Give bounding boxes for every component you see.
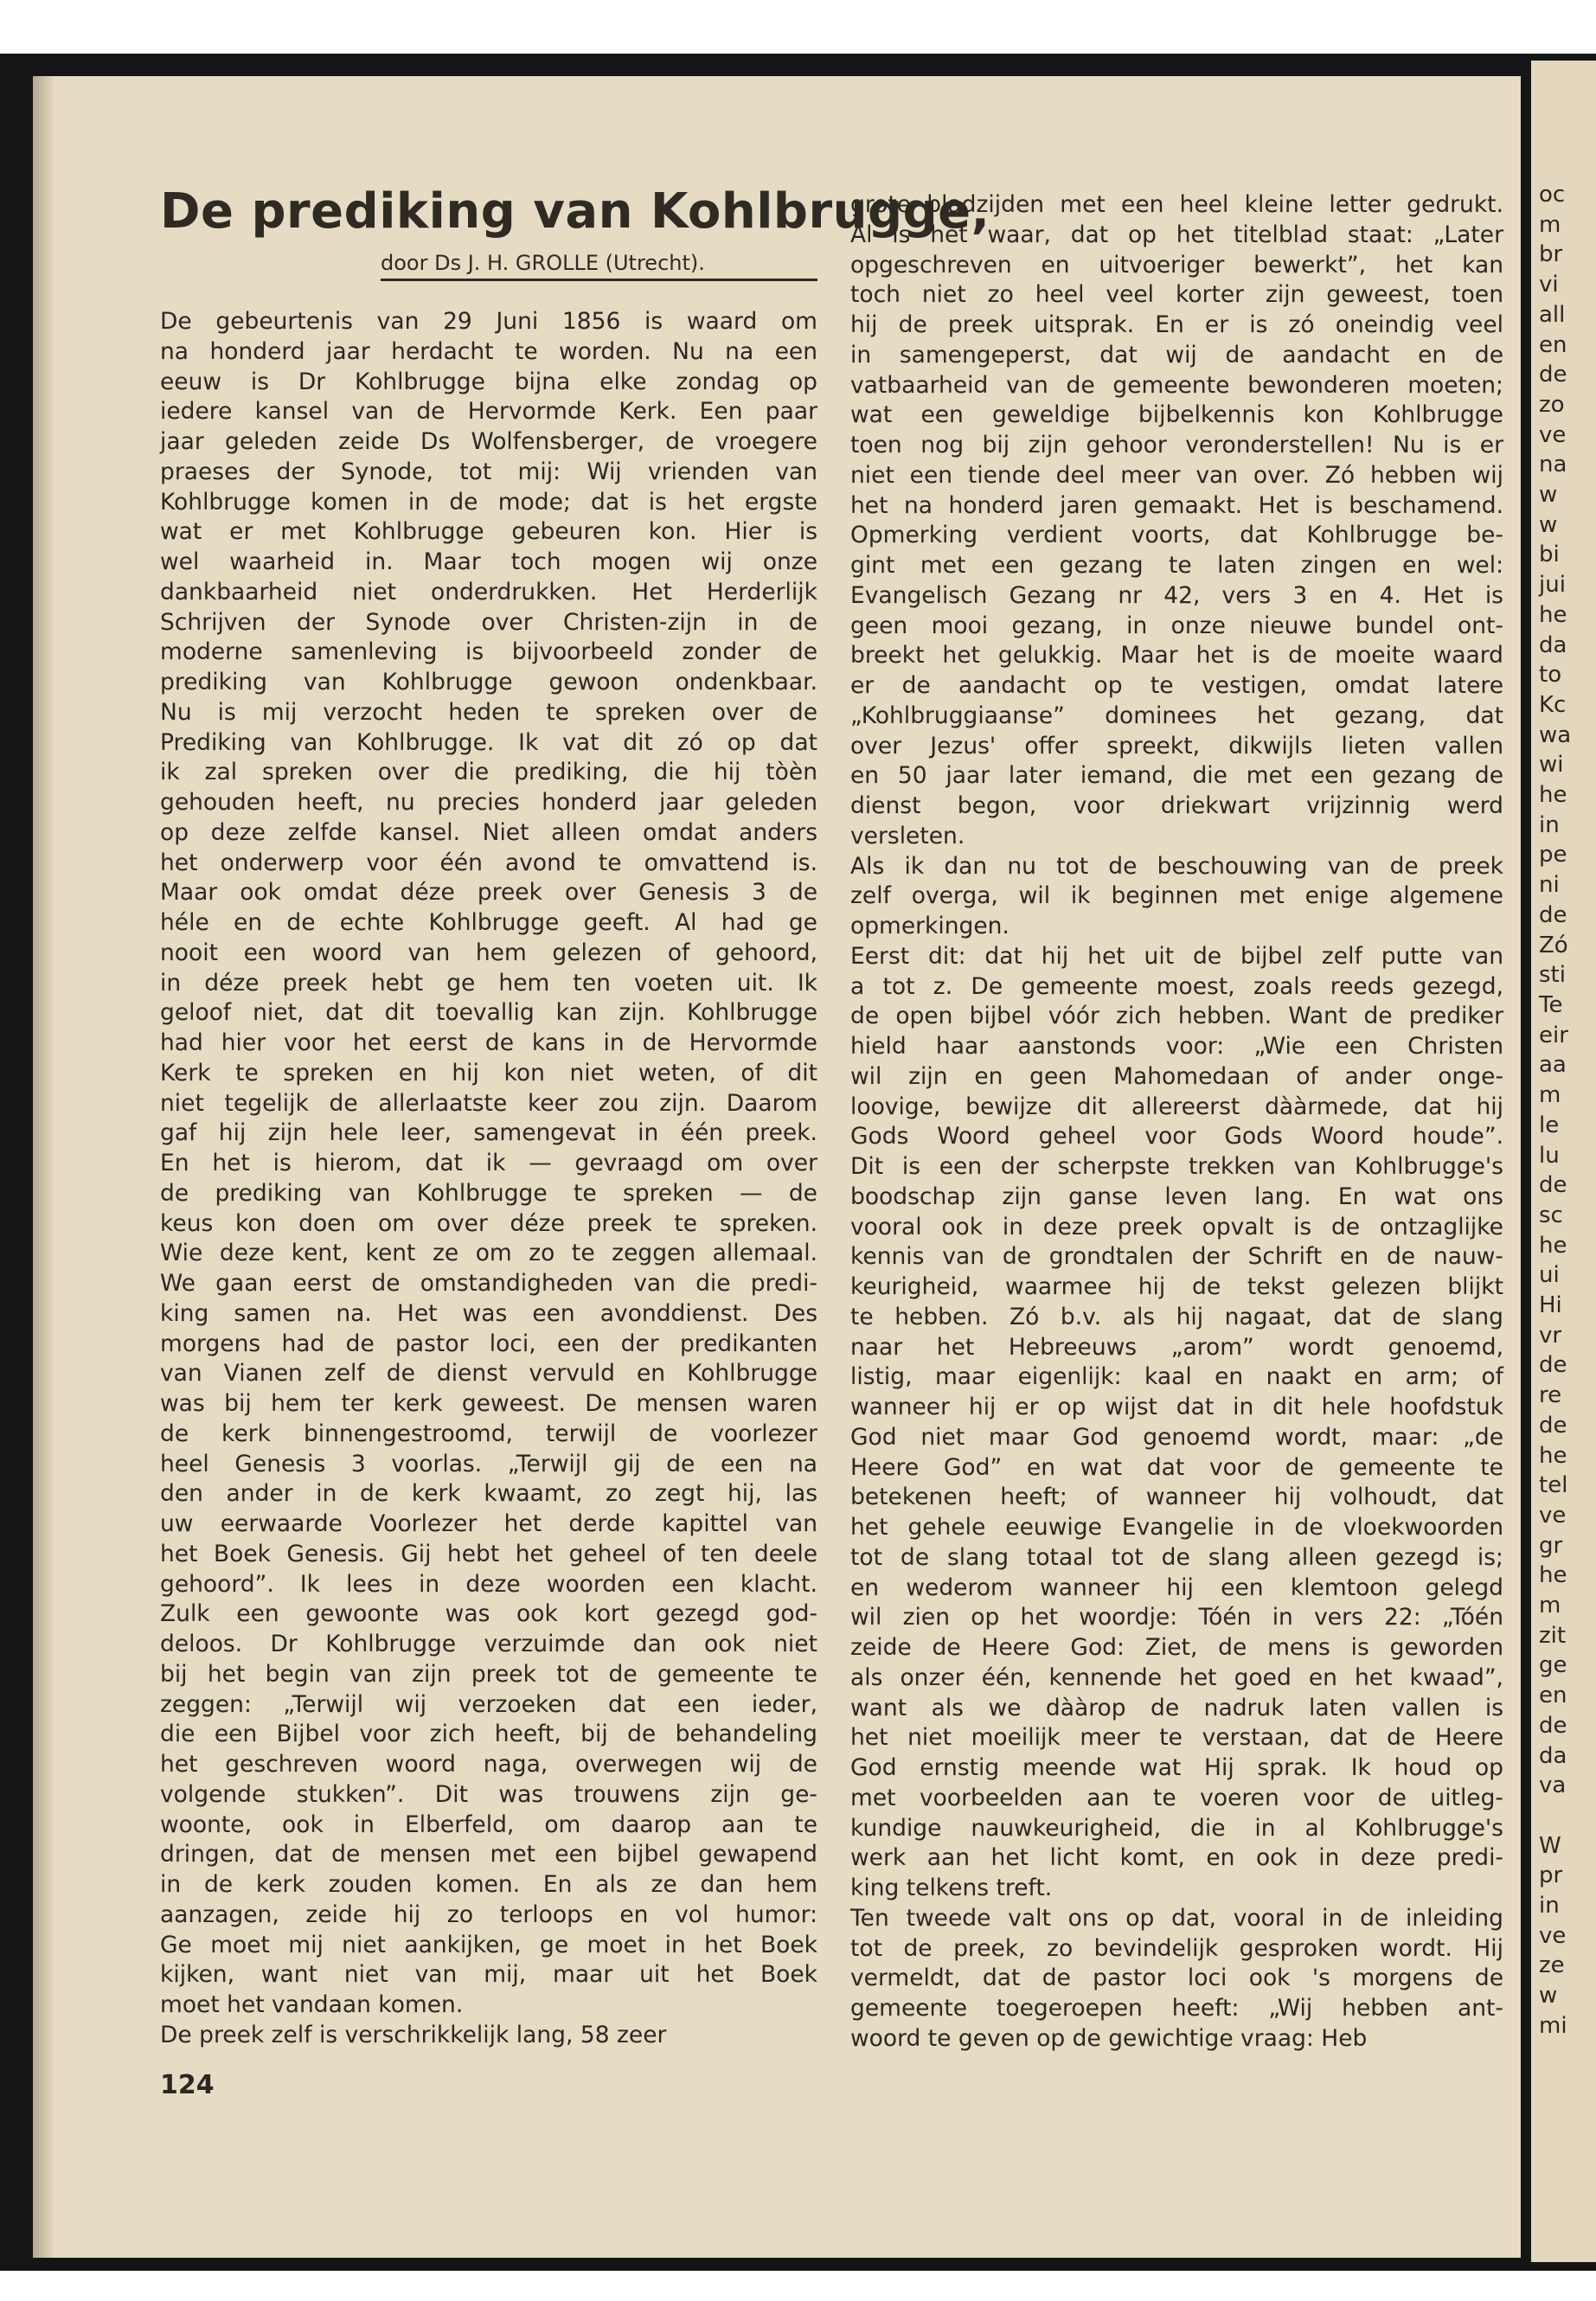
adjacent-page-fragment: ui (1539, 1262, 1560, 1289)
text-line: God ernstig meende wat Hij sprak. Ik houd op (850, 1754, 1503, 1781)
text-line: keurigheid, waarmee hij de tekst gelezen blijkt (850, 1273, 1503, 1300)
text-line: grote bladzijden met een heel kleine letter gedrukt. (850, 191, 1503, 218)
text-line: deloos. Dr Kohlbrugge verzuimde dan ook niet (160, 1631, 817, 1657)
text-line: het onderwerp voor één avond te omvattend is. (160, 849, 817, 876)
text-line: wil zien op het woordje: Tóén in vers 22: „Tóén (850, 1604, 1503, 1631)
text-line: Al is het waar, dat op het titelblad staat: „Later (850, 221, 1503, 248)
text-line: van Vianen zelf de dienst vervuld en Kohlbrugge (160, 1360, 817, 1388)
article-title: De prediking van Kohlbrugge, (160, 183, 990, 240)
text-line: over Jezus' offer spreekt, dikwijls lieten vallen (850, 732, 1503, 760)
text-line: uw eerwaarde Voorlezer het derde kapittel van (160, 1510, 817, 1537)
text-line: De gebeurtenis van 29 Juni 1856 is waard om (160, 308, 817, 335)
adjacent-page-fragment: ve (1539, 421, 1567, 448)
adjacent-page-fragment: vr (1539, 1322, 1562, 1349)
right-column (850, 190, 1503, 2054)
adjacent-page-fragment: tel (1539, 1472, 1568, 1499)
adjacent-page-fragment: in (1539, 1893, 1560, 1920)
text-line: het gehele eeuwige Evangelie in de vloekwoorden (850, 1514, 1503, 1541)
text-line: met voorbeelden aan te voeren voor de uitleg- (850, 1784, 1503, 1811)
text-line: kennis van de grondtalen der Schrift en de nauw- (850, 1243, 1503, 1271)
adjacent-page-fragment: da (1539, 1742, 1567, 1769)
adjacent-page-fragment: bi (1539, 542, 1560, 568)
text-line: dankbaarheid niet onderdrukken. Het Herderlijk (160, 578, 817, 606)
adjacent-page-fragment: de (1539, 901, 1567, 928)
text-line: volgende stukken”. Dit was trouwens zijn ge- (160, 1780, 817, 1808)
adjacent-page-fragment: br (1539, 241, 1563, 268)
text-line: „Kohlbruggiaanse” dominees het gezang, dat (850, 702, 1503, 729)
text-line: gemeente toegeroepen heeft: „Wij hebben ant- (850, 1995, 1503, 2022)
text-line: nooit een woord van hem gelezen of gehoord, (160, 939, 817, 966)
text-line: zelf overga, wil ik beginnen met enige algemene (850, 882, 1503, 910)
adjacent-page-fragment: eir (1539, 1022, 1568, 1048)
text-line: tot de slang totaal tot de slang alleen gezegd is; (850, 1543, 1503, 1571)
text-line: de open bijbel vóór zich hebben. Want de prediker (850, 1003, 1503, 1030)
adjacent-page-fragment: he (1539, 1562, 1567, 1589)
text-line: niet een tiende deel meer van over. Zó hebben wij (850, 461, 1503, 489)
text-line: hield haar aanstonds voor: „Wie een Christen (850, 1033, 1503, 1060)
text-line: Kohlbrugge komen in de mode; dat is het ergste (160, 488, 817, 516)
text-line: Prediking van Kohlbrugge. Ik vat dit zó op dat (160, 728, 817, 756)
text-line: Als ik dan nu tot de beschouwing van de preek (850, 852, 1503, 880)
text-line: Eerst dit: dat hij het uit de bijbel zelf putte van (850, 942, 1503, 970)
text-line: Maar ook omdat déze preek over Genesis 3 de (160, 879, 817, 907)
text-line: prediking van Kohlbrugge gewoon ondenkbaar. (160, 669, 817, 695)
byline-rule (381, 279, 817, 281)
text-line: betekenen heeft; of wanneer hij volhoudt, dat (850, 1484, 1503, 1511)
text-line: God niet maar God genoemd wordt, maar: „de (850, 1423, 1503, 1451)
text-line: héle en de echte Kohlbrugge geeft. Al had ge (160, 909, 817, 936)
text-line: toch niet zo heel veel korter zijn geweest, toen (850, 281, 1503, 309)
adjacent-page-fragment: va (1539, 1772, 1567, 1799)
adjacent-page-fragment: he (1539, 1232, 1567, 1259)
text-line: geloof niet, dat dit toevallig kan zijn. Kohlbrugge (160, 999, 817, 1027)
text-line: het Boek Genesis. Gij hebt het geheel of ten deele (160, 1540, 817, 1567)
text-line: moderne samenleving is bijvoorbeeld zonder de (160, 638, 817, 666)
adjacent-page-fragment: mi (1539, 2012, 1567, 2039)
adjacent-page-fragment: ze (1539, 1952, 1565, 1979)
text-line: zeide de Heere God: Ziet, de mens is geworden (850, 1634, 1503, 1661)
adjacent-page-fragment: gr (1539, 1532, 1563, 1559)
text-line: want als we dààrop de nadruk laten vallen is (850, 1694, 1503, 1721)
text-line: Schrijven der Synode over Christen-zijn in de (160, 608, 817, 636)
text-line: Evangelisch Gezang nr 42, vers 3 en 4. Het is (850, 581, 1503, 609)
text-line: in de kerk zouden komen. En als ze dan hem (160, 1871, 817, 1898)
text-line: het niet moeilijk meer te verstaan, dat de Heere (850, 1724, 1503, 1752)
adjacent-page-fragment: de (1539, 1412, 1567, 1439)
adjacent-page-fragment: all (1539, 301, 1566, 328)
text-line: morgens had de pastor loci, een der predikanten (160, 1330, 817, 1357)
adjacent-page-fragment: jui (1539, 572, 1566, 599)
adjacent-page-fragment: sc (1539, 1202, 1563, 1228)
adjacent-page-fragment: W (1539, 1832, 1561, 1859)
adjacent-page-fragment: sti (1539, 962, 1566, 989)
text-line: boodschap zijn ganse leven lang. En wat ons (850, 1183, 1503, 1210)
text-line: de kerk binnengestroomd, terwijl de voorlezer (160, 1420, 817, 1447)
text-line: was bij hem ter kerk geweest. De mensen waren (160, 1390, 817, 1417)
adjacent-page-fragment: re (1539, 1382, 1562, 1409)
text-line: dienst begon, voor driekwart vrijzinnig werd (850, 792, 1503, 819)
text-line: in samengeperst, dat wij de aandacht en de (850, 341, 1503, 369)
adjacent-page-fragment: de (1539, 1352, 1567, 1379)
text-line: keus kon doen om over déze preek te spreken. (160, 1209, 817, 1237)
page-gutter-shadow (33, 76, 55, 2258)
text-line: na honderd jaar herdacht te worden. Nu na een (160, 337, 817, 365)
adjacent-page-fragment: de (1539, 1172, 1567, 1199)
adjacent-page-fragment: na (1539, 452, 1567, 478)
text-line: op deze zelfde kansel. Niet alleen omdat anders (160, 818, 817, 846)
adjacent-page-fragment: m (1539, 211, 1561, 238)
text-line: naar het Hebreeuws „arom” wordt genoemd, (850, 1333, 1503, 1361)
text-line: gint met een gezang te laten zingen en wel: (850, 552, 1503, 579)
adjacent-page-fragment: le (1539, 1112, 1560, 1138)
adjacent-page-fragment: Te (1539, 991, 1563, 1018)
text-line: de prediking van Kohlbrugge te spreken — de (160, 1179, 817, 1207)
text-line: in déze preek hebt ge hem ten voeten uit. Ik (160, 969, 817, 997)
adjacent-page-fragment: m (1539, 1593, 1561, 1619)
text-line: en 50 jaar later iemand, die met een gezang de (850, 762, 1503, 790)
text-line: dringen, dat de mensen met een bijbel gewapend (160, 1841, 817, 1868)
adjacent-page-fragment: Kc (1539, 691, 1567, 718)
text-line: breekt het gelukkig. Maar het is de moeite waard (850, 642, 1503, 670)
adjacent-page-fragment: w (1539, 511, 1558, 538)
text-line: tot de preek, zo bevindelijk gesproken wordt. Hij (850, 1934, 1503, 1962)
text-line: werk aan het licht komt, en ook in deze predi- (850, 1844, 1503, 1872)
adjacent-page-fragment: Zó (1539, 932, 1568, 958)
text-line: iedere kansel van de Hervormde Kerk. Een paar (160, 398, 817, 426)
text-line: kundige nauwkeurigheid, die in al Kohlbrugge's (850, 1814, 1503, 1842)
text-line: vermeldt, dat de pastor loci ook 's morgens de (850, 1965, 1503, 1992)
text-line: versleten. (850, 822, 965, 849)
adjacent-page-fragment (1539, 1801, 1571, 1831)
adjacent-page-edge (1531, 61, 1596, 2262)
adjacent-page-fragment: da (1539, 631, 1567, 658)
adjacent-page-fragment: zit (1539, 1622, 1567, 1649)
page-number: 124 (160, 2070, 215, 2100)
adjacent-page-fragment: ve (1539, 1502, 1567, 1529)
text-line: den ander in de kerk kwaamt, zo zegt hij, las (160, 1480, 817, 1508)
text-line: wat een geweldige bijbelkennis kon Kohlbrugge (850, 401, 1503, 429)
text-line: opgeschreven en uitvoeriger bewerkt”, het kan (850, 251, 1503, 279)
text-line: wil zijn en geen Mahomedaan of ander onge- (850, 1062, 1503, 1090)
adjacent-page-fragment: de (1539, 362, 1567, 388)
adjacent-page-fragment: lu (1539, 1142, 1560, 1169)
text-line: king telkens treft. (850, 1875, 1053, 1901)
adjacent-page-fragment: w (1539, 1983, 1558, 2009)
adjacent-page-fragment: he (1539, 601, 1567, 628)
text-line: vooral ook in deze preek opvalt is de ontzaglijke (850, 1213, 1503, 1240)
text-line: gaf hij zijn hele leer, samengevat in één preek. (160, 1119, 817, 1147)
text-line: eeuw is Dr Kohlbrugge bijna elke zondag op (160, 368, 817, 395)
text-line: a tot z. De gemeente moest, zoals reeds gezegd, (850, 972, 1503, 1000)
text-line: toen nog bij zijn gehoor veronderstellen! Nu is er (850, 432, 1503, 458)
text-line: moet het vandaan komen. (160, 1991, 464, 2018)
text-line: had hier voor het eerst de kans in de Hervormde (160, 1029, 817, 1056)
text-line: heel Genesis 3 voorlas. „Terwijl gij de een na (160, 1450, 817, 1477)
text-line: ik zal spreken over die prediking, die hij tòèn (160, 759, 817, 786)
adjacent-page-fragment: wi (1539, 752, 1564, 779)
text-line: We gaan eerst de omstandigheden van die predi- (160, 1270, 817, 1297)
adjacent-page-fragment: en (1539, 1682, 1567, 1709)
text-line: geen mooi gezang, in onze nieuwe bundel ont- (850, 612, 1503, 639)
text-line: Zulk een gewoonte was ook kort gezegd god- (160, 1600, 817, 1628)
text-line: Dit is een der scherpste trekken van Kohlbrugge's (850, 1153, 1503, 1180)
text-line: gehouden heeft, nu precies honderd jaar geleden (160, 789, 817, 816)
text-line: Opmerking verdient voorts, dat Kohlbrugge be- (850, 522, 1503, 549)
text-line: Kerk te spreken en hij kon niet weten, of dit (160, 1059, 817, 1086)
adjacent-page-fragment: he (1539, 782, 1567, 809)
adjacent-page-fragment: m (1539, 1082, 1561, 1109)
text-line: zeggen: „Terwijl wij verzoeken dat een ieder, (160, 1690, 817, 1718)
text-line: wanneer hij er op wijst dat in dit hele hoofdstuk (850, 1394, 1503, 1420)
text-line: Gods Woord geheel voor Gods Woord houde”. (850, 1123, 1503, 1150)
text-line: De preek zelf is verschrikkelijk lang, 58 zeer (160, 2021, 667, 2048)
text-line: En het is hierom, dat ik — gevraagd om over (160, 1150, 817, 1176)
text-line: opmerkingen. (850, 913, 1010, 939)
text-line: Ten tweede valt ons op dat, vooral in de inleiding (850, 1904, 1503, 1932)
adjacent-page-fragment: ve (1539, 1922, 1567, 1949)
text-line: bij het begin van zijn preek tot de gemeente te (160, 1660, 817, 1688)
text-line: te hebben. Zó b.v. als hij nagaat, dat de slang (850, 1303, 1503, 1330)
text-line: vatbaarheid van de gemeente bewonderen moeten; (850, 371, 1503, 399)
adjacent-page-fragment: pe (1539, 842, 1567, 868)
text-line: loovige, bewijze dit allereerst dààrmede, dat hij (850, 1093, 1503, 1120)
text-line: woord te geven op de gewichtige vraag: Heb (850, 2024, 1368, 2052)
adjacent-page-fragment: ge (1539, 1652, 1567, 1679)
text-line: er de aandacht op te vestigen, omdat latere (850, 672, 1503, 699)
scan-bottom-margin (0, 2271, 1596, 2301)
adjacent-page-fragment: pr (1539, 1862, 1563, 1889)
text-line: als onzer één, kennende het goed en het kwaad”, (850, 1663, 1503, 1691)
text-line: praeses der Synode, tot mij: Wij vrienden van (160, 458, 817, 485)
adjacent-page-fragment: zo (1539, 391, 1565, 418)
text-line: niet tegelijk de allerlaatste keer zou zijn. Daarom (160, 1089, 817, 1117)
article-byline: door Ds J. H. GROLLE (Utrecht). (381, 251, 705, 275)
text-line: die een Bijbel voor zich heeft, bij de behandeling (160, 1721, 817, 1748)
adjacent-page-fragment: he (1539, 1442, 1567, 1469)
adjacent-page-fragment: to (1539, 662, 1562, 689)
text-line: het geschreven woord naga, overwegen wij de (160, 1751, 817, 1778)
text-line: woonte, ook in Elberfeld, om daarop aan te (160, 1811, 817, 1838)
adjacent-page-fragment: vi (1539, 272, 1559, 298)
adjacent-page-fragment: Hi (1539, 1292, 1562, 1319)
left-column (160, 307, 817, 2051)
text-line: king samen na. Het was een avonddienst. Des (160, 1299, 817, 1327)
text-line: het na honderd jaren gemaakt. Het is beschamend. (850, 491, 1503, 519)
text-line: gehoord”. Ik lees in deze woorden een klacht. (160, 1570, 817, 1598)
text-line: wel waarheid in. Maar toch mogen wij onze (160, 548, 817, 575)
text-line: wat er met Kohlbrugge gebeuren kon. Hier is (160, 518, 817, 546)
text-line: Wie deze kent, kent ze om zo te zeggen allemaal. (160, 1240, 817, 1267)
text-line: Heere God” en wat dat voor de gemeente te (850, 1453, 1503, 1481)
adjacent-page-text (1531, 180, 1571, 2041)
text-line: Nu is mij verzocht heden te spreken over de (160, 698, 817, 726)
adjacent-page-fragment: oc (1539, 182, 1566, 208)
scan-top-margin (0, 0, 1596, 54)
adjacent-page-fragment: w (1539, 482, 1558, 509)
adjacent-page-fragment: aa (1539, 1052, 1567, 1079)
text-line: listig, maar eigenlijk: kaal en naakt en arm; of (850, 1363, 1503, 1391)
adjacent-page-fragment: ni (1539, 872, 1560, 899)
text-line: en wederom wanneer hij een klemtoon gelegd (850, 1574, 1503, 1601)
adjacent-page-fragment: en (1539, 331, 1567, 358)
text-line: jaar geleden zeide Ds Wolfensberger, de vroegere (160, 428, 817, 455)
text-line: aanzagen, zeide hij zo terloops en vol humor: (160, 1900, 817, 1928)
adjacent-page-fragment: in (1539, 811, 1560, 838)
text-line: hij de preek uitsprak. En er is zó oneindig veel (850, 311, 1503, 338)
text-line: Ge moet mij niet aankijken, ge moet in het Boek (160, 1931, 817, 1958)
adjacent-page-fragment: de (1539, 1712, 1567, 1739)
text-line: kijken, want niet van mij, maar uit het Boek (160, 1961, 817, 1989)
adjacent-page-fragment: wa (1539, 721, 1572, 748)
